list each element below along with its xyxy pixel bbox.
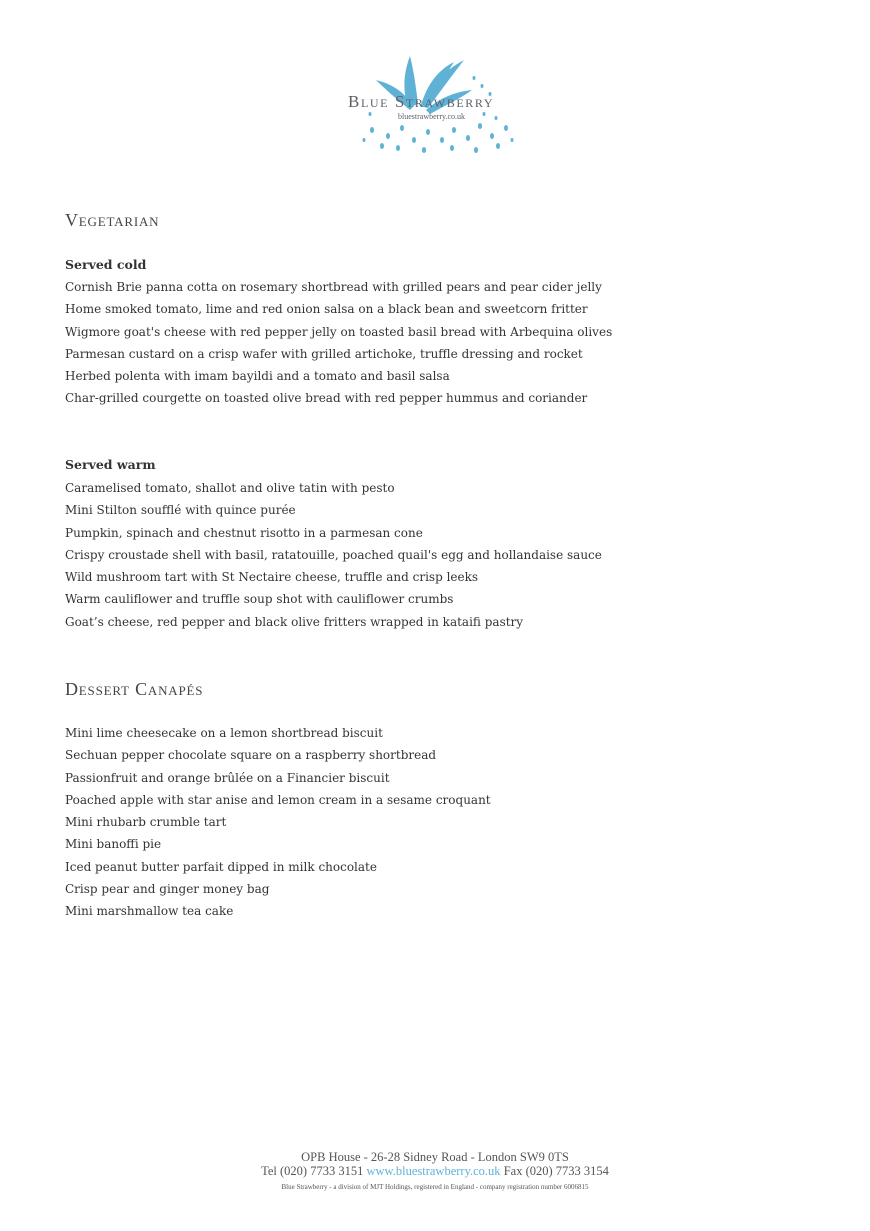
list-item: Mini Stilton soufflé with quince purée bbox=[65, 503, 296, 518]
list-item: Crispy croustade shell with basil, ratatouille, poached quail's egg and hollandaise sauce bbox=[65, 547, 602, 562]
list-item: Crisp pear and ginger money bag bbox=[65, 882, 270, 897]
brand-name: Blue Strawberry bbox=[348, 92, 495, 111]
footer-tel: Tel (020) 7733 3151 bbox=[261, 1164, 364, 1178]
list-item: Cornish Brie panna cotta on rosemary shortbread with grilled pears and pear cider jelly bbox=[65, 280, 602, 294]
dessert-list bbox=[65, 722, 491, 923]
served-warm-list bbox=[65, 477, 602, 633]
brand-logo bbox=[330, 48, 550, 160]
list-item: Wigmore goat's cheese with red pepper jelly on toasted basil bread with Arbequina olives bbox=[65, 324, 613, 339]
brand-url: bluestrawberry.co.uk bbox=[398, 112, 466, 121]
footer-website-link[interactable]: www.bluestrawberry.co.uk bbox=[366, 1164, 501, 1178]
list-item: Iced peanut butter parfait dipped in milk chocolate bbox=[65, 859, 377, 874]
list-item: Warm cauliflower and truffle soup shot with cauliflower crumbs bbox=[65, 592, 454, 607]
list-item: Passionfruit and orange brûlée on a Financier biscuit bbox=[65, 770, 390, 785]
list-item: Mini banoffi pie bbox=[65, 837, 162, 852]
footer-address: OPB House - 26-28 Sidney Road - London SW9 0TS bbox=[301, 1150, 569, 1164]
footer-legal: Blue Strawberry - a division of MJT Holdings, registered in England - company registration number 6006815 bbox=[281, 1183, 589, 1191]
list-item: Char-grilled courgette on toasted olive bread with red pepper hummus and coriander bbox=[65, 391, 588, 406]
list-item: Parmesan custard on a crisp wafer with grilled artichoke, truffle dressing and rocket bbox=[65, 346, 583, 361]
list-item: Mini rhubarb crumble tart bbox=[65, 815, 227, 830]
list-item: Herbed polenta with imam bayildi and a tomato and basil salsa bbox=[65, 369, 450, 384]
footer-contact bbox=[0, 1164, 870, 1179]
dessert-heading: Dessert Canapés bbox=[65, 679, 204, 699]
list-item: Goat’s cheese, red pepper and black olive fritters wrapped in kataifi pastry bbox=[65, 614, 524, 629]
vegetarian-heading: Vegetarian bbox=[65, 210, 160, 230]
served-warm-heading: Served warm bbox=[65, 457, 156, 472]
list-item: Wild mushroom tart with St Nectaire cheese, truffle and crisp leeks bbox=[65, 570, 479, 585]
list-item: Pumpkin, spinach and chestnut risotto in a parmesan cone bbox=[65, 525, 423, 540]
served-cold-heading: Served cold bbox=[65, 257, 147, 272]
list-item: Caramelised tomato, shallot and olive tatin with pesto bbox=[65, 481, 395, 495]
list-item: Sechuan pepper chocolate square on a raspberry shortbread bbox=[65, 748, 437, 763]
footer-fax: Fax (020) 7733 3154 bbox=[503, 1164, 609, 1178]
list-item: Mini marshmallow tea cake bbox=[65, 904, 234, 919]
list-item: Mini lime cheesecake on a lemon shortbread biscuit bbox=[65, 726, 383, 740]
list-item: Home smoked tomato, lime and red onion salsa on a black bean and sweetcorn fritter bbox=[65, 302, 588, 317]
list-item: Poached apple with star anise and lemon cream in a sesame croquant bbox=[65, 792, 491, 807]
served-cold-list bbox=[65, 276, 612, 410]
